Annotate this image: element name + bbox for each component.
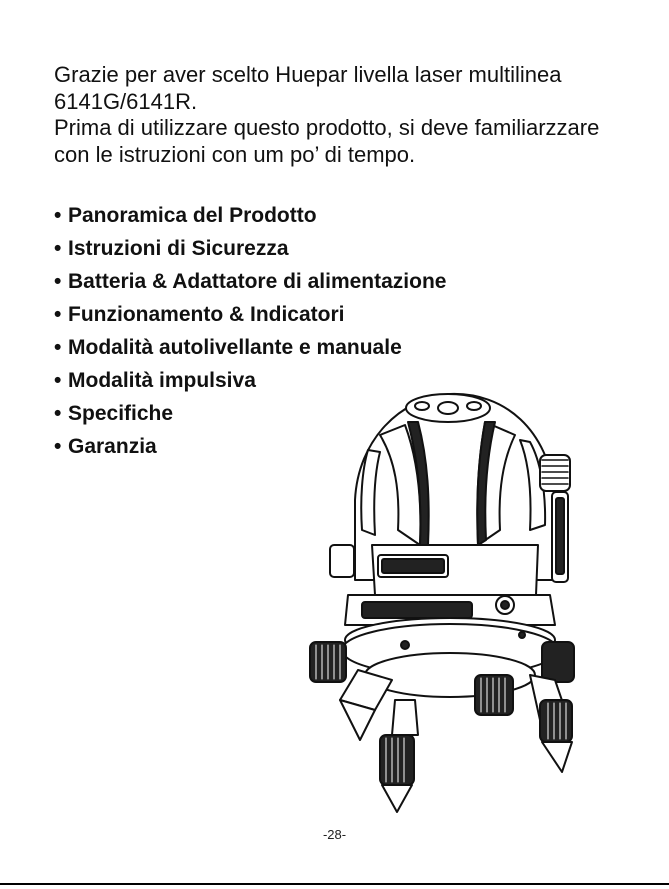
toc-item-label: Istruzioni di Sicurezza (68, 237, 289, 260)
page-number: -28- (322, 827, 347, 842)
bottom-rule (0, 883, 669, 885)
bullet: • (54, 336, 62, 359)
bullet: • (54, 204, 62, 227)
toc-item-label: Batteria & Adattatore di alimentazione (68, 270, 447, 293)
bullet: • (54, 369, 62, 392)
bullet: • (54, 435, 62, 458)
toc-item (54, 331, 446, 364)
toc-item (54, 199, 446, 232)
bullet: • (54, 237, 62, 260)
toc-item (54, 265, 446, 298)
intro-line-3: Prima di utilizzare questo prodotto, si deve familiarzzare (54, 115, 600, 140)
toc-item (54, 298, 446, 331)
bullet: • (54, 270, 62, 293)
toc-item-label: Funzionamento & Indicatori (68, 303, 345, 326)
bullet: • (54, 402, 62, 425)
intro-text (54, 62, 644, 168)
intro-line-2: 6141G/6141R. (54, 88, 198, 114)
laser-level-illustration-icon (300, 380, 600, 820)
toc-item-label: Specifiche (68, 402, 174, 425)
toc-item-label: Panoramica del Prodotto (68, 204, 317, 227)
toc-item-label: Garanzia (68, 435, 157, 458)
intro-line-1: Grazie per aver scelto Huepar livella laser multilinea (54, 62, 562, 87)
bullet: • (54, 303, 62, 326)
toc-item-label: Modalità autolivellante e manuale (68, 336, 402, 359)
toc-item-label: Modalità impulsiva (68, 369, 256, 392)
toc-item (54, 232, 446, 265)
intro-line-4: con le istruzioni con um po’ di tempo. (54, 141, 416, 167)
